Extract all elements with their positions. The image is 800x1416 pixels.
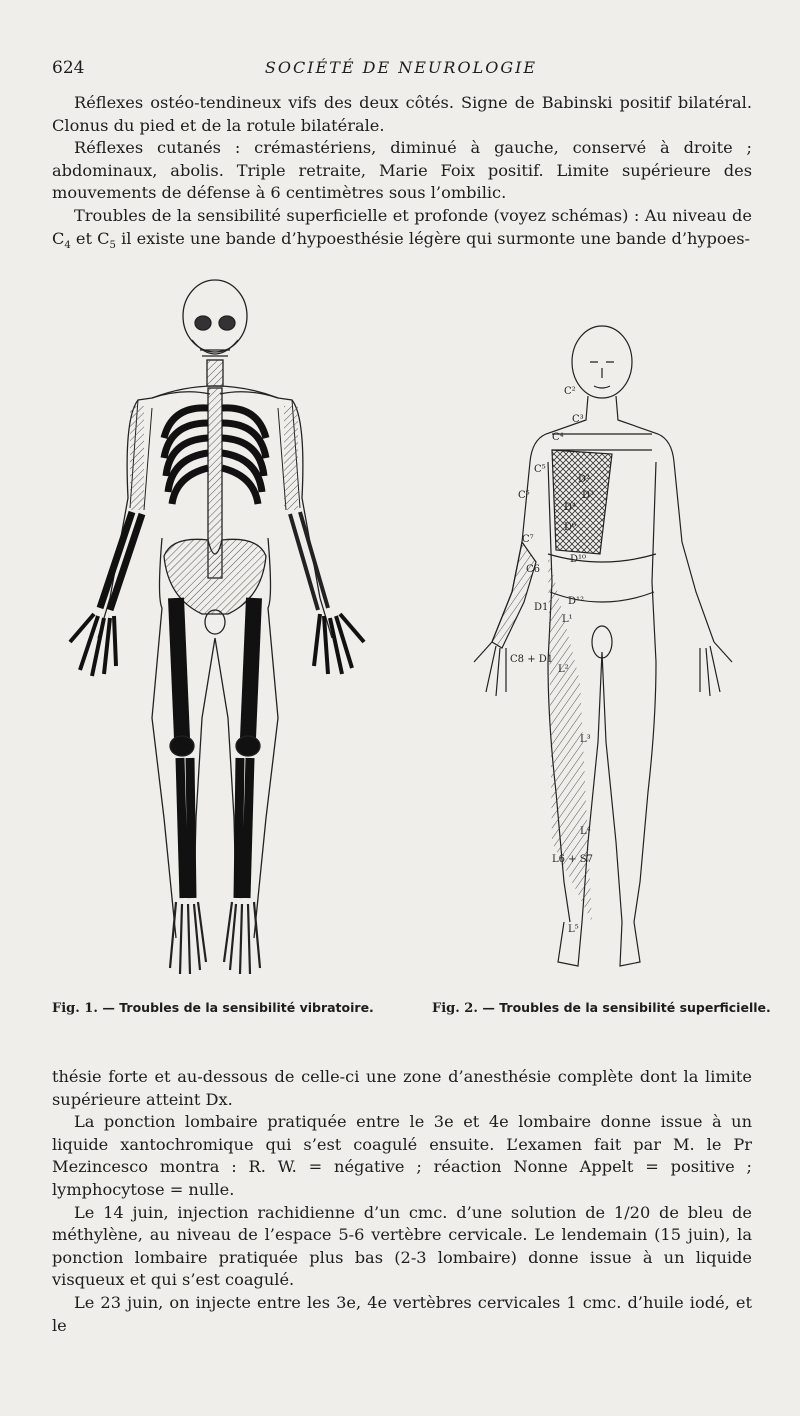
label-d1: D1 (534, 602, 549, 613)
page-number: 624 (52, 58, 85, 78)
label-c4: C⁴ (552, 432, 564, 443)
label-l5: L⁵ (568, 924, 579, 935)
label-c2: C² (564, 386, 576, 397)
paragraph-reflexes-osteo: Réflexes ostéo-tendineux vifs des deux côtés. Signe de Babinski positif bilatéral. Clonus du pied et de la rotule bilatérale. (52, 93, 752, 135)
label-d6: D⁶ (564, 522, 577, 533)
label-c8-d1: C8 + D1 (510, 654, 554, 665)
skeleton-illustration (52, 278, 382, 990)
label-c6: C6 (526, 564, 541, 575)
page-header (52, 58, 750, 80)
paragraph-injection-23-june: Le 23 juin, on injecte entre les 3e, 4e vertèbres cervicales 1 cmc. d’huile iodé, et le (52, 1292, 752, 1335)
figure-2-caption: Fig. 2. — Troubles de la sensibilité superficielle. (432, 1000, 771, 1016)
paragraph-sensibility: Troubles de la sensibilité superficielle et profonde (voyez schémas) : Au niveau de $C_4$ et $C_5$ il existe une bande d’hypoesthésie légère qui surmonte une bande d’hypoes- (52, 205, 752, 251)
text-block-top (52, 92, 752, 250)
paragraph-lumbar-puncture: La ponction lombaire pratiquée entre le 3e et 4e lombaire donne issue à un liquide xantochromique qui s’est coagulé ensuite. L’examen fait par M. le Pr Mezincesco montra : R. W. = négative ; réaction Nonne Appelt = positive ; lymphocytose = nulle. (52, 1112, 752, 1199)
label-c3: C³ (572, 414, 584, 425)
label-d2: D² (578, 474, 591, 485)
figure-2-dermatomes (452, 322, 752, 990)
label-d3: D³ (582, 490, 595, 501)
label-l2: L² (558, 664, 569, 675)
label-l6-s7: L6 + S7 (552, 854, 593, 865)
label-d12: D¹² (568, 596, 585, 607)
dermatome-illustration (452, 322, 752, 990)
label-l3: L³ (580, 734, 591, 745)
label-c7: C⁷ (522, 534, 534, 545)
label-d4: D⁴ (564, 502, 577, 513)
text-block-bottom (52, 1066, 752, 1337)
paragraph-injection-14-june: Le 14 juin, injection rachidienne d’un cmc. d’une solution de 1/20 de bleu de méthylène, au niveau de l’espace 5-6 vertèbre cervicale. Le lendemain (15 juin), la ponction lombaire pratiquée plus bas (2-3 lombaire) donne issue à un liquide visqueux et qui s’est coagulé. (52, 1202, 752, 1290)
figure-1-skeleton (52, 278, 382, 990)
paragraph-anesthesia: thésie forte et au-dessous de celle-ci une zone d’anesthésie complète dont la limite supérieure atteint Dx. (52, 1067, 752, 1109)
label-l4: L⁴ (580, 826, 591, 837)
label-c5-arm: C⁵ (518, 490, 530, 501)
running-head: SOCIÉTÉ DE NEUROLOGIE (264, 58, 538, 77)
paragraph-reflexes-cutanes: Réflexes cutanés : crémastériens, diminué à gauche, conservé à droite ; abdominaux, abolis. Triple retraite, Marie Foix positif. Limite supérieure des mouvements de défense à 6 centimètres sous l’ombilic. (52, 138, 752, 203)
label-c5-top: C⁵ (534, 464, 546, 475)
label-d10: D¹⁰ (570, 554, 587, 565)
label-l1: L¹ (562, 614, 573, 625)
figure-1-caption: Fig. 1. — Troubles de la sensibilité vibratoire. (52, 1000, 374, 1016)
